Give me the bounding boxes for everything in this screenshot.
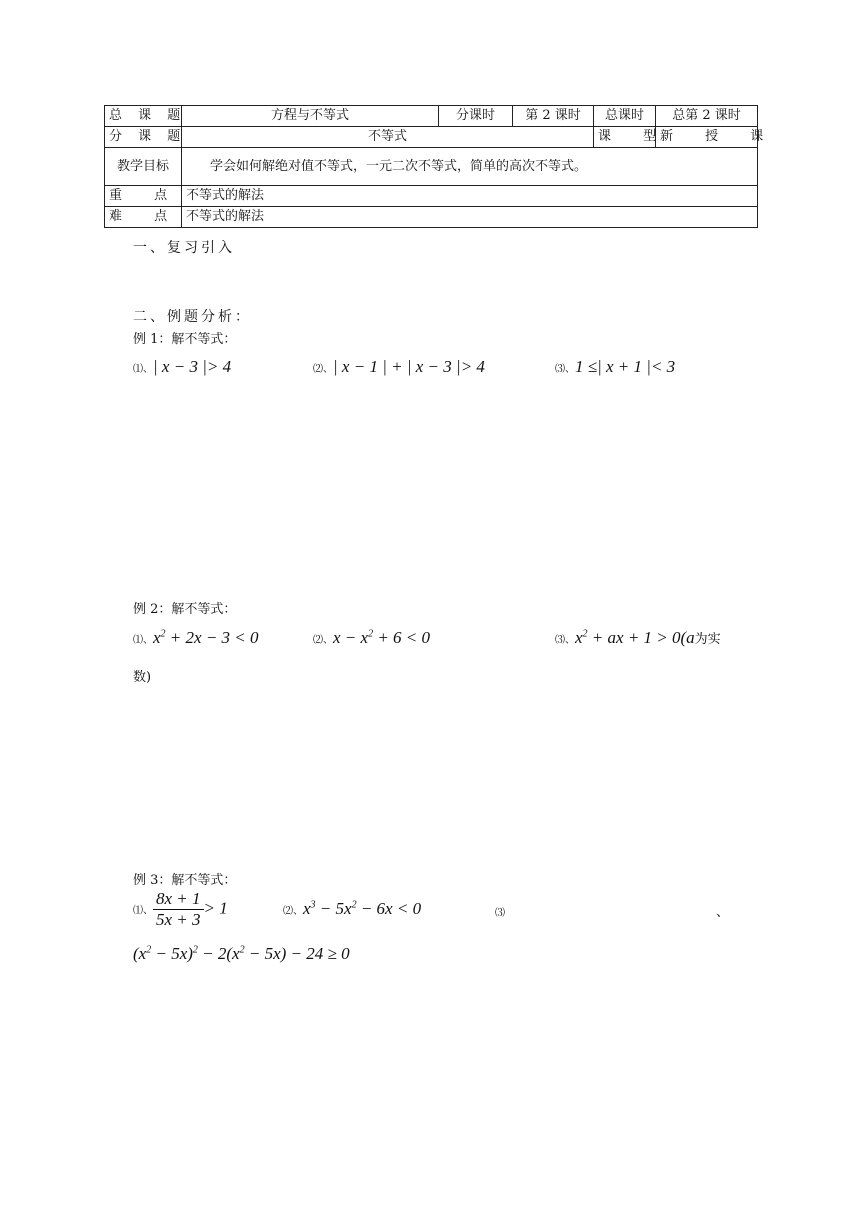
math-expression: $x - x^2 + 6 < 0$	[333, 628, 431, 647]
sub-hours-value: 第 2 课时	[513, 106, 594, 127]
problem-tail-text: 为实	[694, 632, 721, 647]
row-difficulty	[105, 207, 758, 228]
problem-number: ⑶、	[555, 364, 575, 375]
math-expression: $x^3 - 5x^2 - 6x < 0$	[303, 899, 422, 918]
example-1-problem-3	[555, 357, 675, 377]
fraction-numerator: 8x + 1	[153, 889, 204, 910]
section-analysis-heading: 二、例题分析：	[133, 309, 252, 325]
row-main-topic	[105, 106, 758, 127]
example-2-problem-3-wrap: 数)	[133, 670, 152, 685]
sub-topic-label: 分 课 题	[105, 127, 182, 148]
lesson-type-value: 新 授 课	[656, 127, 758, 148]
example-1-title: 例 1：解不等式：	[133, 332, 237, 347]
total-hours-value: 总第 2 课时	[656, 106, 758, 127]
problem-number: ⑵、	[283, 906, 303, 917]
difficulty-label: 难 点	[105, 207, 182, 228]
example-3-title: 例 3：解不等式：	[133, 873, 237, 888]
lesson-info-table	[104, 105, 778, 228]
example-2-problem-2	[313, 628, 430, 648]
example-3-problem-2	[283, 899, 421, 919]
fraction	[153, 889, 204, 930]
problem-number: ⑵、	[313, 635, 333, 646]
total-hours-label: 总课时	[594, 106, 656, 127]
problem-number: ⑵、	[313, 364, 333, 375]
example-2-problem-3	[555, 628, 721, 648]
example-3-problem-3	[133, 944, 350, 964]
example-1-problem-2	[313, 357, 485, 377]
math-expression: | x − 1 | + | x − 3 |> 4	[333, 357, 485, 376]
math-expression: 1 ≤| x + 1 |< 3	[575, 357, 676, 376]
key-point-text: 不等式的解法	[182, 186, 758, 207]
example-2-problem-1	[133, 628, 259, 648]
math-expression: $x^2 + 2x - 3 < 0$	[153, 628, 259, 647]
objectives-text: 学会如何解绝对值不等式，一元二次不等式，简单的高次不等式。	[182, 148, 758, 186]
example-1-problem-1	[133, 357, 231, 377]
example-3-problem-3-separator: 、	[716, 905, 730, 920]
section-review-heading: 一、复习引入	[133, 240, 235, 256]
example-3-problem-1	[133, 889, 228, 930]
math-expression: > 1	[203, 898, 228, 918]
row-sub-topic	[105, 127, 758, 148]
key-point-label: 重 点	[105, 186, 182, 207]
example-3-problem-3-number: ⑶	[495, 908, 505, 919]
example-2-title: 例 2：解不等式：	[133, 602, 237, 617]
math-expression: $x^2$ + ax + 1 > 0(a	[575, 628, 695, 647]
math-expression: $(x^2 - 5x)^2 - 2(x^2 - 5x) - 24 \ge 0$	[133, 944, 350, 963]
problem-number: ⑴、	[133, 905, 153, 917]
sub-hours-label: 分课时	[439, 106, 513, 127]
row-objectives	[105, 148, 758, 186]
difficulty-text: 不等式的解法	[182, 207, 758, 228]
lesson-type-label: 课 型	[594, 127, 656, 148]
objectives-label: 教学目标	[105, 148, 182, 186]
sub-topic-value: 不等式	[182, 127, 594, 148]
problem-number: ⑶、	[555, 635, 575, 646]
problem-number: ⑴、	[133, 364, 153, 375]
fraction-denominator: 5x + 3	[156, 910, 201, 929]
row-key-point	[105, 186, 758, 207]
main-topic-label: 总 课 题	[105, 106, 182, 127]
main-topic-value: 方程与不等式	[182, 106, 439, 127]
math-expression: | x − 3 |> 4	[153, 357, 232, 376]
problem-number: ⑴、	[133, 635, 153, 646]
